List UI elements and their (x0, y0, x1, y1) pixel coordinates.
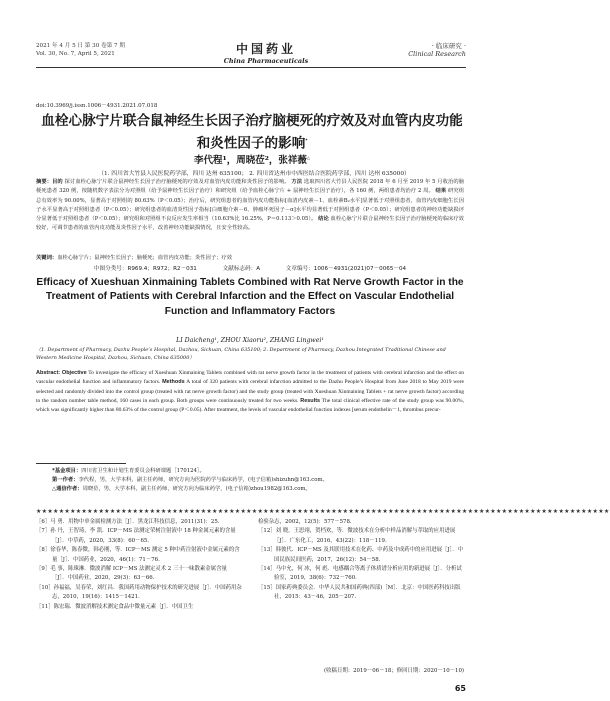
footnote-label: △通信作者： (52, 486, 83, 493)
keywords-cn-label: 关键词： (36, 255, 58, 261)
affiliations-cn: （1. 四川省大竹县人民医院药学部，四川 达州 635100； 2. 四川省达州市中西医结合医院药学部，四川 达州 635000） (98, 171, 410, 177)
issue-info (36, 42, 125, 58)
abstract-cn-results-label: 结果 (435, 188, 447, 195)
reference-item: ［10］孙福福，吴春荣，刘红昌．我国药用动物保护技术的研究进展［J］．中国药用杂志，2010，19(16)：1415－1421. (36, 584, 242, 601)
abstract-cn-conclusion: 血栓心脉宁片联合鼠神经生长因子治疗脑梗死的临床疗效较好，可调节患者的血管内皮功能及炎性因子水平，改善神经功能缺损情况，且安全性较高。 (36, 216, 464, 232)
authors-cn-text: 李代程¹，周晓莅²，张祥薇 (194, 155, 307, 166)
authors-en: LI Daicheng¹, ZHOU Xiaoru², ZHANG Lingwei¹ (176, 337, 324, 344)
issue-info-en: Vol. 30, No. 7, April 5, 2021 (36, 51, 115, 57)
footnote-label: 第一作者： (52, 477, 79, 484)
page-number: 65 (454, 684, 466, 693)
reference-item: ［9］毛 事，陈珠淋．微波消解 ICP－MS 法测定灵术 2 三十一味散素金属含量［J］．中国药业，2020，29(3)：63－66. (36, 566, 227, 582)
reference-item: ［8］徐春华，陈春微，韩必刚，等．ICP－MS 测定 5 种中药注射液中金属元素的含量［J］．中国药业，2020，46(1)：71－76. (36, 547, 240, 563)
abstract-cn-results: 研究组总有效率为 90.00%，显著高于对照组的 80.63%（P＜0.05）；治疗后，研究组患者的血管内皮功能指标[血清内皮素－1、血栓素B₂水平]显著低于对照组患者，血管内皮细胞生长因子水平显著高于对照组患者（P＜0.05）；研究组患者的血清炎性因子指标[白细胞介素－6、肿瘤坏死因子－α]水平均显著低于对照组患者（P＜0.05）；研究组患者的神经功能缺损评分显著低于对照组患者（P＜0.05）；研究组和对照组不良反应发生率相当（10.63%比 16.25%，P＝0.113＞0.05）。 (36, 188, 464, 223)
star-divider: ★★★★★★★★★★★★★★★★★★★★★★★★★★★★★★★★★★★★★★★★★★★★★★★★★★★★★★★★★★★★★★★★★★★★★★★★★★★★★★★★★★★★★★★★★★★★★★★★★★★★★ (36, 508, 610, 515)
references-left-column (36, 518, 242, 612)
footnote-label: *基金项目： (52, 468, 82, 474)
footnote-text: 李代程，男，大学本科，副主任药师，研究方向为医院药学与临床药学，(电子信箱)shizuhn@163.com。 (78, 477, 328, 484)
reference-item: ［13］韩彼代．ICP－MS 及其联用技术在化药、中药及中成药中的应用进展［J］．中国民族民间医药，2017，26(12)：54－58. (258, 547, 464, 563)
journal-name-en: China Pharmaceuticals (223, 57, 309, 65)
reference-item: ［15］国家药典委员会．中华人民共和国药典(四部)［M］．北京：中国医药科技出版社，2015：43－46，205－207. (258, 584, 461, 601)
footnote-text: 四川省卫生和计划生育委员会科研课题［170124］。 (81, 468, 205, 474)
section-label-cn: · 临床研究 · (431, 42, 466, 50)
abstract-en-objective-label: Abstract: Objective (36, 370, 87, 376)
abstract-cn-objective: 探讨血栓心脉宁片联合鼠神经生长因子治疗脑梗死的疗效及对血管内皮功能和炎性因子的影响。 (62, 179, 290, 185)
running-header (36, 40, 466, 70)
abstract-cn (36, 178, 464, 234)
corresponding-marker: △ (306, 154, 310, 160)
article-title-cn (36, 112, 468, 154)
footnote-funding (52, 467, 462, 476)
abstract-cn-methods: 选取四川省大竹县人民医院 2018 年 6 月至 2019 年 5 月收治的脑梗死患者 320 例，按随机数字表法分为对照组（给予鼠神经生长因子治疗）和研究组（给予血栓心脉宁片 + 鼠神经生长因子治疗），各 160 例，两组患者均治疗 2 周。 (36, 179, 464, 195)
reference-item: ［12］刘 晓，王思翊，贺档欢，等．微波技术在分析中样品消解与萃取的应用进展［J］．广东化工，2016，43(22)：118－119. (258, 528, 456, 544)
reference-item-continued: 检验杂志，2002，12(5)：577－578. (258, 519, 352, 525)
keywords-cn (36, 254, 464, 262)
section-label-en: Clinical Research (408, 50, 466, 58)
footnote-rule (36, 463, 126, 464)
article-number: 文章编号：1006－4931(2021)07－0065－04 (285, 266, 407, 272)
abstract-cn-objective-label: 摘要：目的 (36, 179, 63, 185)
footnote-text: 周晓莅，男，大学本科，副主任药师，研究方向为临床药学，(电子信箱)zhou1982@163.com。 (82, 486, 311, 493)
abstract-en-results-label: Results (300, 397, 321, 404)
authors-cn (36, 152, 468, 166)
abstract-en-objective: To investigate the efficacy of Xueshuan Xinmaining Tablets combined with rat nerve growth factor in the treatment of patients with cerebral infarction and the effect on vascular endothelial function and inflammatory factors. (36, 370, 464, 386)
classification-line (36, 264, 464, 272)
footnote-corresponding-author (52, 485, 462, 494)
clc-number: 中图分类号：R969.4；R972；R2－031 (93, 266, 197, 272)
reference-item: ［6］马 勇．用物中单金属检测方法［J］．黑龙江科技信息，2011(31)：25. (36, 519, 220, 525)
abstract-en-results: The total clinical effective rate of the study group was 90.00%, which was significantly higher than 80.63% of the control group (P＜0.05). After treatment, the levels of vascular endothelial function indexes [serum endothelin－1, thrombus precur- (36, 397, 464, 414)
affiliations-en: （1. Department of Pharmacy, Dazhu People’s Hospital, Dazhou, Sichuan, China 635100; 2. Department of Pharmacy, Dazhou Integrated Traditional Chinese and Western Medicine Hospital, Dazhou, Sichuan, China 635000） (36, 347, 446, 361)
references-right-column (258, 518, 464, 603)
abstract-en-methods-label: Methods (162, 379, 185, 386)
received-dates: (收稿日期：2019－06－18；修回日期：2020－10－10) (324, 668, 464, 674)
article-title-cn-text: 血栓心脉宁片联合鼠神经生长因子治疗脑梗死的疗效及对血管内皮功能和炎性因子的影响 (41, 113, 463, 152)
abstract-cn-methods-label: 方法 (291, 179, 303, 185)
doi: doi:10.3969/j.issn.1006－4931.2021.07.018 (36, 103, 158, 109)
abstract-en-methods: A total of 320 patients with cerebral infarction admitted to the Dazhu People’s Hospital from June 2018 to May 2019 were selected and randomly divided into the control group (treated with rat nerve growth factor) and the study group (treated with Xueshuan Xinmaining Tablets + rat nerve growth factor) according to the random number table method, 160 cases in each group. Both groups were continuously treated for two weeks. (36, 379, 464, 404)
issue-info-cn: 2021 年 4 月 5 日 第 30 卷第 7 期 (36, 43, 125, 49)
abstract-cn-conclusion-label: 结论 (318, 216, 329, 223)
reference-item: ［7］孙 丹，王智琦，李 凯．ICP－MS 法测定荣树注射液中 18 种金属元素的含量［J］．中草药，2020，33(8)：60－65. (36, 528, 236, 544)
footnotes (52, 467, 462, 495)
section-label (408, 42, 466, 58)
footnote-first-author (52, 476, 462, 485)
funding-marker: * (305, 138, 308, 143)
keywords-cn-text: 血栓心脉宁片；鼠神经生长因子；脑梗死；血管内皮功能；炎性因子；疗效 (57, 255, 233, 261)
journal-name-cn: 中国药业 (235, 42, 296, 56)
document-code: 文献标志码：A (222, 266, 261, 272)
header-rule (36, 67, 466, 68)
article-title-en: Efficacy of Xueshuan Xinmaining Tablets Combined with Rat Nerve Growth Factor in the Treatment of Patients with Cerebral Infarction and the Effect on Vascular Endothelial Function and Inflammatory Factors (36, 277, 464, 317)
reference-item: ［11］陈宏瑞．微波消解技术测定食品中微量元素［J］．中国卫生 (36, 603, 194, 610)
reference-item: ［14］马中允，何 冰，何 彪．电感耦合等离子体质谱分析应用的新进展［J］．分析试验室，2019，38(6)：732－760. (258, 566, 462, 582)
journal-masthead (206, 40, 326, 65)
abstract-en (36, 369, 464, 415)
